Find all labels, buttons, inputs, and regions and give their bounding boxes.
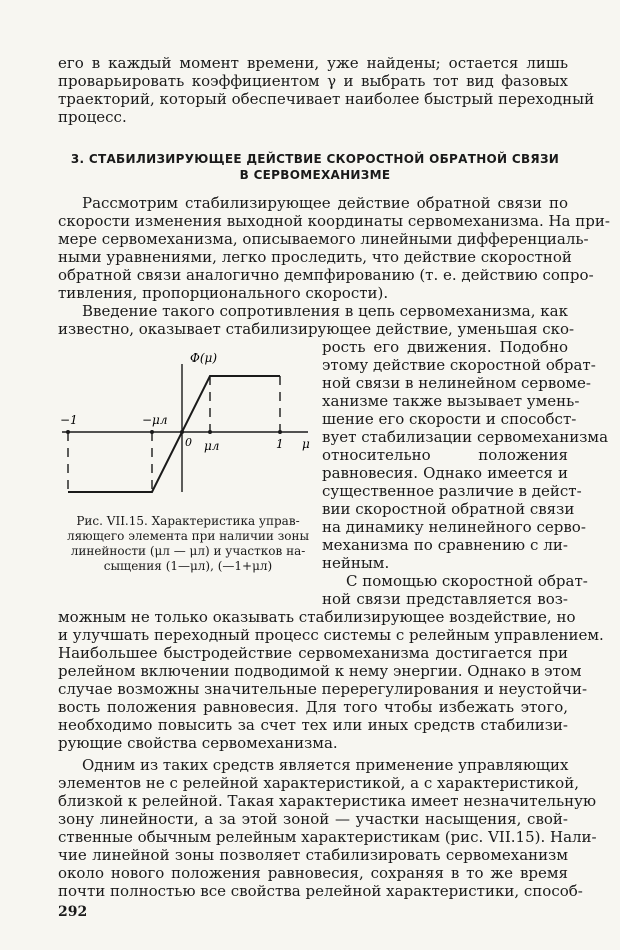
column-line: ной связи представляется воз- — [322, 590, 568, 608]
tick-dot — [278, 430, 282, 434]
paragraph-line: близкой к релейной. Такая характеристика имеет незначительную — [58, 792, 597, 810]
paragraph-line: мере сервомеханизма, описываемого линейными дифференциаль- — [58, 230, 589, 248]
characteristic-figure — [52, 346, 318, 510]
figure-caption-line: сыщения (1—μл), (—1+μл) — [103, 559, 273, 573]
column-line: ной связи в нелинейном сервоме- — [322, 374, 591, 392]
characteristic-curve — [68, 376, 280, 492]
paragraph-line: Рассмотрим стабилизирующее действие обратной связи по — [82, 194, 568, 212]
paragraph-line: скорости изменения выходной координаты сервомеханизма. На при- — [58, 212, 610, 230]
page-number: 292 — [58, 904, 88, 920]
intro-line: процесс. — [58, 108, 127, 126]
paragraph-line: зону линейности, а за этой зоной — участки насыщения, свой- — [58, 810, 568, 828]
tick-dot — [66, 430, 70, 434]
column-line: вует стабилизации сервомеханизма — [322, 428, 609, 446]
paragraph-line: тивления, пропорционального скорости). — [58, 284, 389, 302]
x-axis-label: μ — [302, 437, 310, 451]
column-line: на динамику нелинейного серво- — [322, 518, 586, 536]
column-line: С помощью скоростной обрат- — [346, 572, 588, 590]
paragraph-line: Введение такого сопротивления в цепь сервомеханизма, как — [82, 302, 568, 320]
figure-caption-line: Рис. VII.15. Характеристика управ- — [76, 514, 300, 528]
paragraph-line: ными уравнениями, легко проследить, что действие скоростной — [58, 248, 572, 266]
paragraph-line: чие линейной зоны позволяет стабилизировать сервомеханизм — [58, 846, 568, 864]
column-line: вии скоростной обратной связи — [322, 500, 575, 518]
intro-line: его в каждый момент времени, уже найдены; остается лишь — [58, 54, 568, 72]
paragraph-line: вость положения равновесия. Для того чтобы избежать этого, — [58, 698, 568, 716]
paragraph-line: обратной связи аналогично демпфированию (т. е. действию сопро- — [58, 266, 594, 284]
tick-dot — [180, 430, 184, 434]
column-line: этому действие скоростной обрат- — [322, 356, 596, 374]
paragraph-line: Одним из таких средств является применение управляющих — [82, 756, 569, 774]
paragraph-line: известно, оказывает стабилизирующее действие, уменьшая ско- — [58, 320, 575, 338]
figure-caption-line: линейности (μл — μл) и участков на- — [70, 544, 306, 558]
column-line: шение его скорости и способст- — [322, 410, 577, 428]
tick-label-one: 1 — [276, 437, 284, 451]
paragraph-line: и улучшать переходный процесс системы с релейным управлением. — [58, 626, 604, 644]
tick-label-neg-one: −1 — [60, 413, 78, 427]
tick-label-neg-mu: −μл — [142, 413, 168, 427]
paragraph-line: около нового положения равновесия, сохраняя в то же время — [58, 864, 568, 882]
section-heading: В СЕРВОМЕХАНИЗМЕ — [239, 168, 391, 182]
paragraph-line: релейном включении подводимой к нему энергии. Однако в этом — [58, 662, 582, 680]
column-line: механизма по сравнению с ли- — [322, 536, 568, 554]
intro-line: проварьировать коэффициентом γ и выбрать тот вид фазовых — [58, 72, 568, 90]
column-line: существенное различие в дейст- — [322, 482, 582, 500]
paragraph-line: можным не только оказывать стабилизирующее воздействие, но — [58, 608, 576, 626]
figure-caption-line: ляющего элемента при наличии зоны — [66, 529, 310, 543]
column-line: нейным. — [322, 554, 390, 572]
paragraph-line: ственные обычным релейным характеристикам (рис. VII.15). Нали- — [58, 828, 597, 846]
column-line: равновесия. Однако имеется и — [322, 464, 568, 482]
tick-dot — [150, 430, 154, 434]
y-axis-label: Φ(μ) — [190, 351, 217, 365]
column-line: ханизме также вызывает умень- — [322, 392, 580, 410]
tick-dot — [208, 430, 212, 434]
intro-line: траекторий, который обеспечивает наиболее быстрый переходный — [58, 90, 595, 108]
paragraph-line: почти полностью все свойства релейной характеристики, способ- — [58, 882, 583, 900]
paragraph-line: необходимо повысить за счет тех или иных средств стабилизи- — [58, 716, 568, 734]
paragraph-line: рующие свойства сервомеханизма. — [58, 734, 338, 752]
column-line: относительно положения — [322, 446, 568, 464]
paragraph-line: случае возможны значительные перерегулирования и неустойчи- — [58, 680, 588, 698]
section-heading: 3. СТАБИЛИЗИРУЮЩЕЕ ДЕЙСТВИЕ СКОРОСТНОЙ ОБРАТНОЙ СВЯЗИ — [70, 152, 560, 166]
column-line: рость его движения. Подобно — [322, 338, 568, 356]
tick-label-mu: μл — [204, 439, 220, 453]
paragraph-line: Наибольшее быстродействие сервомеханизма достигается при — [58, 644, 568, 662]
paragraph-line: элементов не с релейной характеристикой, а с характеристикой, — [58, 774, 579, 792]
tick-label-zero: 0 — [185, 436, 192, 449]
